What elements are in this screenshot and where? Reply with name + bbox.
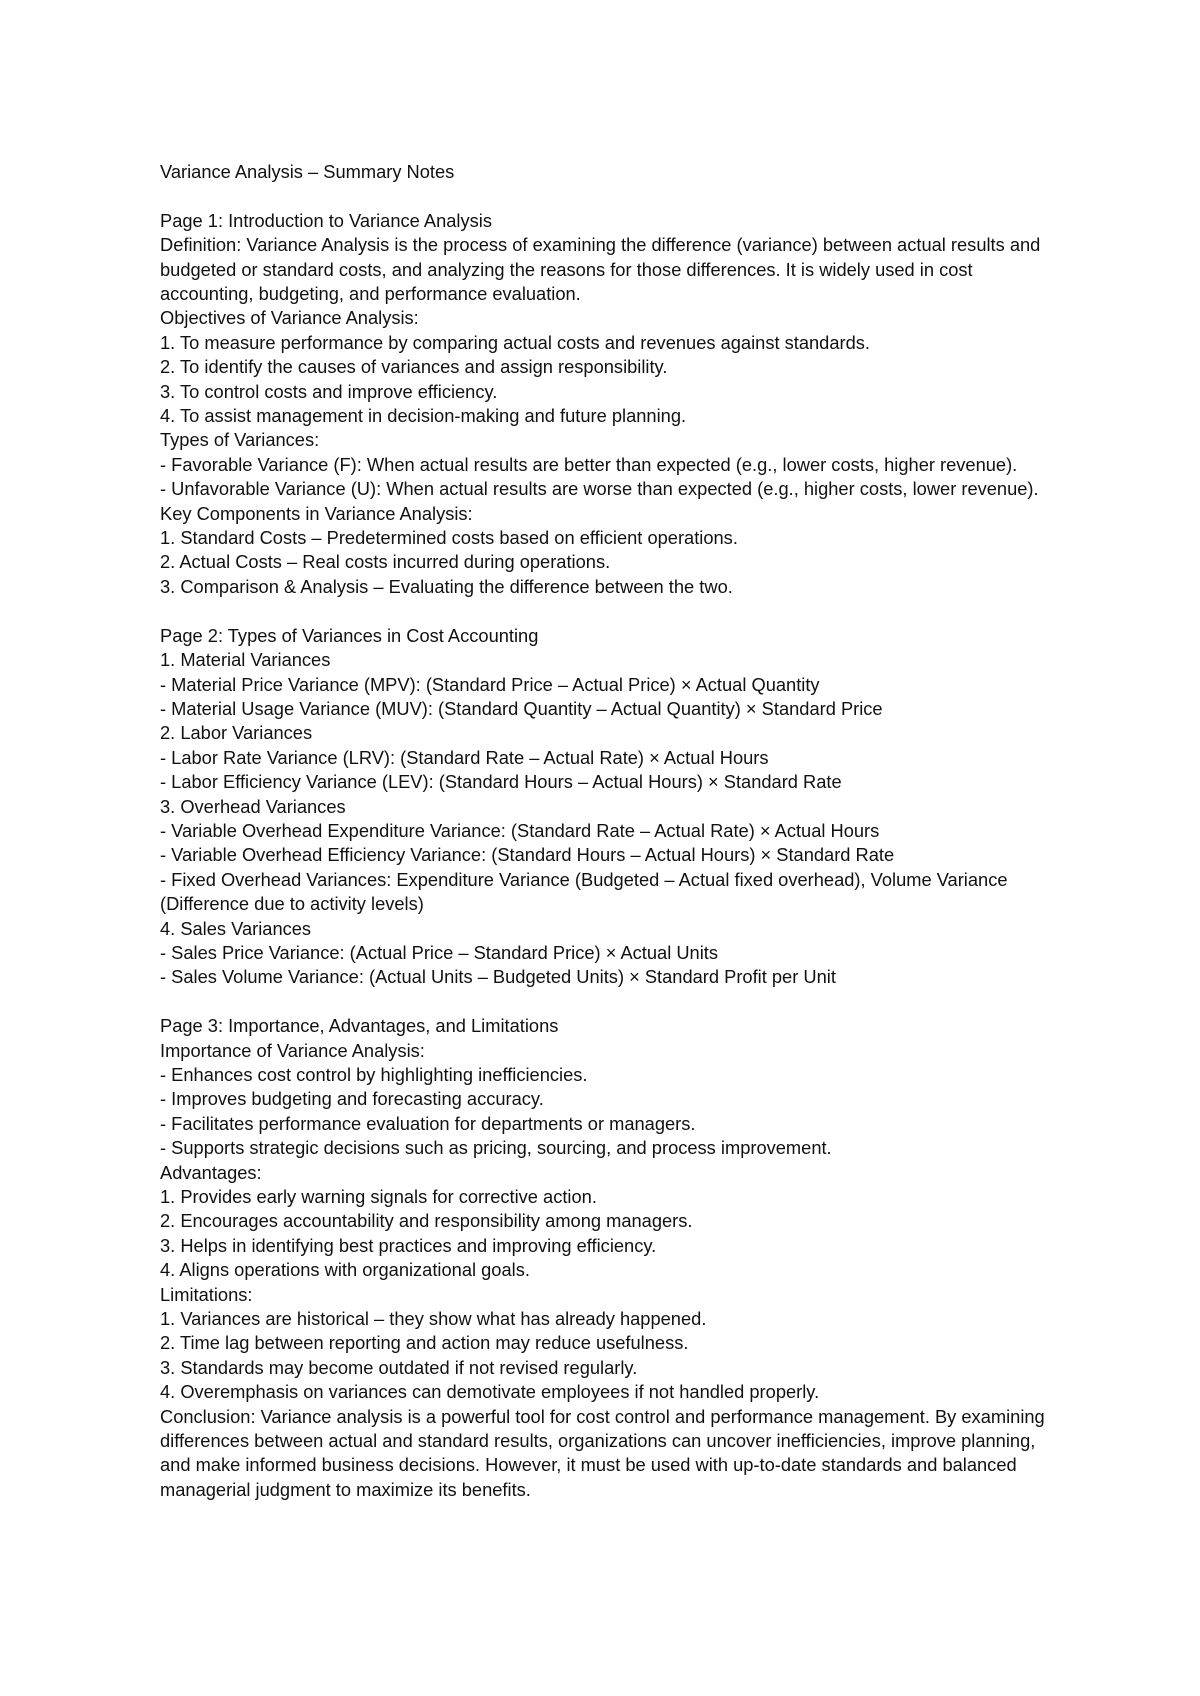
list-item: 1. Provides early warning signals for corrective action. (160, 1186, 597, 1208)
list-item: 4. To assist management in decision-making and future planning. (160, 405, 687, 427)
subheading-sales: 4. Sales Variances (160, 917, 312, 939)
list-item: 4. Overemphasis on variances can demotivate employees if not handled properly. (160, 1381, 820, 1403)
section-page-3 (160, 1014, 1050, 1502)
list-item: - Material Usage Variance (MUV): (Standard Quantity – Actual Quantity) × Standard Price (160, 697, 883, 719)
list-item: 1. Variances are historical – they show what has already happened. (160, 1308, 707, 1330)
subheading-key-components: Key Components in Variance Analysis: (160, 502, 473, 524)
list-item: 2. To identify the causes of variances and assign responsibility. (160, 356, 668, 378)
list-item: - Material Price Variance (MPV): (Standard Price – Actual Price) × Actual Quantity (160, 673, 820, 695)
list-item: 3. Comparison & Analysis – Evaluating the difference between the two. (160, 575, 733, 597)
list-item: 1. Standard Costs – Predetermined costs based on efficient operations. (160, 527, 738, 549)
document-title: Variance Analysis – Summary Notes (160, 161, 455, 182)
list-item: - Sales Price Variance: (Actual Price – Standard Price) × Actual Units (160, 941, 718, 963)
section-heading: Page 2: Types of Variances in Cost Accounting (160, 624, 539, 646)
subheading-importance: Importance of Variance Analysis: (160, 1039, 425, 1061)
subheading-types: Types of Variances: (160, 429, 320, 451)
list-item: - Variable Overhead Efficiency Variance: (Standard Hours – Actual Hours) × Standard Rate (160, 844, 895, 866)
list-item: 2. Actual Costs – Real costs incurred during operations. (160, 551, 611, 573)
section-gap (160, 599, 1050, 623)
subheading-overhead: 3. Overhead Variances (160, 795, 346, 817)
subheading-limitations: Limitations: (160, 1283, 253, 1305)
list-item: - Fixed Overhead Variances: Expenditure Variance (Budgeted – Actual fixed overhead), Volume Variance (Difference due to activity levels) (160, 868, 1008, 915)
conclusion-paragraph: Conclusion: Variance analysis is a powerful tool for cost control and performance management. By examining differences between actual and standard results, organizations can uncover inefficiencies, improve planning, and make informed business decisions. However, it must be used with up-to-date standards and balanced managerial judgment to maximize its benefits. (160, 1405, 1045, 1500)
section-page-1 (160, 209, 1050, 600)
list-item: - Unfavorable Variance (U): When actual results are worse than expected (e.g., higher costs, lower revenue). (160, 478, 1039, 500)
list-item: - Supports strategic decisions such as pricing, sourcing, and process improvement. (160, 1137, 832, 1159)
list-item: - Improves budgeting and forecasting accuracy. (160, 1088, 544, 1110)
list-item: - Labor Rate Variance (LRV): (Standard Rate – Actual Rate) × Actual Hours (160, 746, 769, 768)
list-item: 2. Time lag between reporting and action may reduce usefulness. (160, 1332, 689, 1354)
list-item: - Sales Volume Variance: (Actual Units – Budgeted Units) × Standard Profit per Unit (160, 966, 836, 988)
list-item: - Favorable Variance (F): When actual results are better than expected (e.g., lower costs, higher revenue). (160, 453, 1018, 475)
list-item: 2. Encourages accountability and responsibility among managers. (160, 1210, 693, 1232)
list-item: - Variable Overhead Expenditure Variance: (Standard Rate – Actual Rate) × Actual Hours (160, 819, 880, 841)
section-page-2 (160, 624, 1050, 990)
subheading-objectives: Objectives of Variance Analysis: (160, 307, 419, 329)
subheading-material: 1. Material Variances (160, 649, 331, 671)
list-item: - Facilitates performance evaluation for departments or managers. (160, 1112, 696, 1134)
subheading-advantages: Advantages: (160, 1161, 262, 1183)
subheading-labor: 2. Labor Variances (160, 722, 313, 744)
list-item: 4. Aligns operations with organizational goals. (160, 1259, 530, 1281)
section-heading: Page 1: Introduction to Variance Analysis (160, 209, 492, 231)
list-item: 1. To measure performance by comparing actual costs and revenues against standards. (160, 331, 870, 353)
list-item: 3. Helps in identifying best practices and improving efficiency. (160, 1234, 657, 1256)
list-item: 3. Standards may become outdated if not revised regularly. (160, 1356, 638, 1378)
list-item: - Labor Efficiency Variance (LEV): (Standard Hours – Actual Hours) × Standard Rate (160, 771, 842, 793)
section-heading: Page 3: Importance, Advantages, and Limitations (160, 1015, 559, 1037)
list-item: 3. To control costs and improve efficiency. (160, 380, 498, 402)
list-item: - Enhances cost control by highlighting inefficiencies. (160, 1063, 588, 1085)
definition-paragraph: Definition: Variance Analysis is the process of examining the difference (variance) between actual results and budgeted or standard costs, and analyzing the reasons for those differences. It is widely used in cost accounting, budgeting, and performance evaluation. (160, 234, 1041, 305)
section-gap (160, 990, 1050, 1014)
